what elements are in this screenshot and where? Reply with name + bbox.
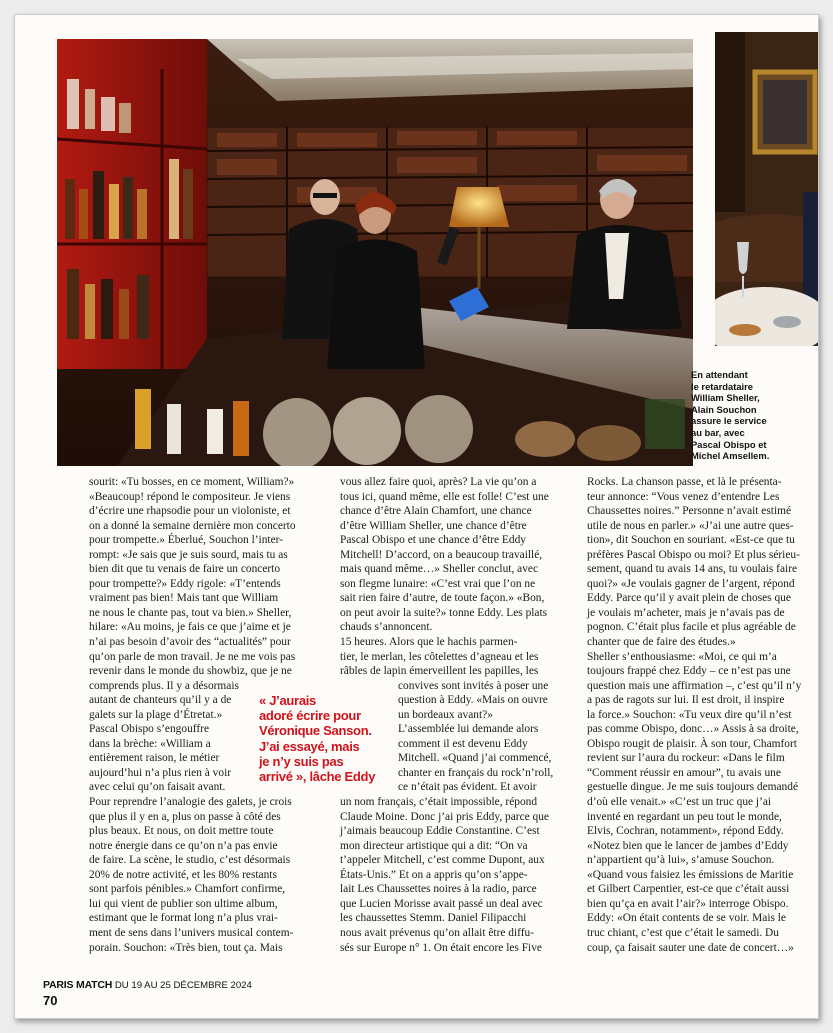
- caption-line: Michel Amsellem.: [691, 450, 770, 462]
- text-line: râbles de lapin émerveillent les papilles, les: [340, 665, 539, 678]
- text-line: comment il est devenu Eddy: [398, 737, 528, 750]
- text-line: teur annonce: “Vous venez d’entendre Les: [587, 490, 780, 503]
- pull-quote-line: arrivé », lâche Eddy: [259, 769, 376, 785]
- text-line: bien dit que tu venais de faire un concerto: [89, 563, 281, 576]
- text-line: revient sur l’aura du rockeur: «Dans le film: [587, 752, 785, 765]
- text-line: bien qu’ça en avait l’air?» interroge Obispo.: [587, 897, 789, 910]
- text-line: sement, quand tu avais 14 ans, tu voulais faire: [587, 563, 798, 576]
- text-line: Elvis, Cochran, notamment», répond Eddy.: [587, 825, 784, 838]
- text-line: pour trompette.» Éberlué, Souchon l’inter-: [89, 534, 283, 547]
- text-line: Rocks. La chanson passe, et là le présenta-: [587, 476, 782, 488]
- text-line: Pascal Obispo et une chance d’être Eddy: [340, 534, 526, 547]
- text-line: Pascal Obispo s’engouffre: [89, 723, 209, 736]
- text-line: galets sur la plage d’Étretat.»: [89, 708, 223, 721]
- text-line: Eddy. Parce qu’il y avait plein de choses que: [587, 592, 791, 605]
- text-line: États-Unis.” Et on a appris qu’on s’appe-: [340, 868, 528, 881]
- text-line: n’appartient qu’à lui», s’amuse Souchon.: [587, 854, 775, 867]
- text-line: que Lucien Morisse avait passé un deal avec: [340, 897, 543, 910]
- text-line: toujours frappé chez Eddy – ce n’est pas une: [587, 665, 791, 678]
- caption-line: au bar, avec: [691, 426, 745, 438]
- magazine-page: [14, 14, 819, 1019]
- text-line: tion», dit Souchon en souriant. «Est-ce que tu: [587, 534, 795, 547]
- pull-quote-line: je n’y suis pas: [259, 753, 344, 769]
- text-line: chance d’être Alain Chamfort, une chance: [340, 505, 532, 518]
- text-line: lui qui vient de publier son ultime album,: [89, 897, 278, 910]
- text-line: «Quand vous faisiez les émissions de Maritie: [587, 868, 794, 881]
- text-line: d’où elle venait.» «C’est un truc que j’ai: [587, 796, 772, 809]
- caption-line: William Sheller,: [691, 392, 760, 404]
- text-line: un bordeaux avant?»: [398, 708, 493, 721]
- text-line: question mais une affirmation –, c’est qu’il n’y: [587, 679, 802, 692]
- text-line: avec celui qu’on faisait avant.: [89, 781, 226, 794]
- text-line: tous ici, quand même, elle est folle! C’est une: [340, 490, 549, 503]
- text-line: pas comme Obispo, donc…» Assis à sa droite,: [587, 723, 799, 736]
- text-line: sés sur Europe n° 1. On était encore les Five: [340, 941, 542, 954]
- magazine-brand: PARIS MATCH: [43, 979, 113, 991]
- text-line: utile de nous en parler.» «J’ai une autre ques-: [587, 519, 794, 532]
- text-line: vous allez faire quoi, après? La vie qu’on a: [340, 476, 537, 488]
- text-line: rompt: «Je sais que je suis sourd, mais tu as: [89, 548, 288, 561]
- text-line: la force.» Souchon: «Tu veux dire qu’il n’est: [587, 708, 792, 721]
- text-line: nous avait prévenus qu’on allait être diffu-: [340, 926, 535, 939]
- text-line: un nom français, c’était impossible, répond: [340, 796, 538, 809]
- table-setting-photo: [715, 32, 819, 346]
- text-line: Pour reprendre l’analogie des galets, je crois: [89, 796, 292, 809]
- text-line: Chaussettes noires.” Personne n’avait estimé: [587, 505, 792, 518]
- text-line: plus beaux. Et nous, on doit mettre toute: [89, 825, 274, 838]
- text-line: «Notez bien que le lancer de jambes d’Eddy: [587, 839, 789, 852]
- text-line: d’être William Sheller, une chance d’être: [340, 519, 527, 532]
- text-line: que plus il y en a, plus on passe à côté des: [89, 810, 281, 823]
- article-column-3: [587, 475, 806, 955]
- text-line: ce n’était pas évident. Et avoir: [398, 781, 537, 794]
- text-line: notre énergie dans ce qu’on n’a pas envie: [89, 839, 278, 852]
- text-line: Claude Moine. Donc j’ai pris Eddy, parce que: [340, 810, 549, 823]
- text-line: je voulais m’acheter, mais je n’avais pas de: [587, 606, 785, 619]
- text-line: ment de sens dans l’univers musical contem-: [89, 926, 294, 939]
- text-line: et Gilbert Carpentier, est-ce que c’était aussi: [587, 883, 790, 896]
- issue-date: DU 19 AU 25 DÉCEMBRE 2024: [114, 980, 252, 991]
- text-line: estimant que le format long n’a plus vrai-: [89, 912, 278, 925]
- text-line: pour trompette?» Eddy rigole: «T’entends: [89, 577, 281, 590]
- text-line: comprends plus. Il y a désormais: [89, 679, 239, 692]
- bar-scene-illustration: [57, 39, 693, 466]
- page-footer: [43, 979, 252, 991]
- text-line: Eddy: «On était contents de se voir. Mais le: [587, 912, 786, 925]
- text-line: les chaussettes Stemm. Daniel Filipacchi: [340, 912, 527, 925]
- text-line: sourit: «Tu bosses, en ce moment, William?»: [89, 476, 295, 488]
- text-line: dans la brèche: «William a: [89, 737, 211, 750]
- text-line: lait Les Chaussettes noires à la radio, parce: [340, 883, 537, 896]
- text-line: chanter en français du rock’n’roll,: [398, 766, 554, 779]
- text-line: Mitchell. «Quand j’ai commencé,: [398, 752, 552, 765]
- table-setting-illustration: [715, 32, 819, 346]
- pull-quote-line: Véronique Sanson.: [259, 723, 372, 739]
- text-line: L’assemblée lui demande alors: [398, 723, 539, 736]
- text-line: 20% de notre activité, et les 80% restants: [89, 868, 277, 881]
- bar-scene-photo: [57, 39, 693, 466]
- caption-line: le retardataire: [691, 380, 754, 392]
- photo-caption: [691, 369, 809, 462]
- text-line: tier, le merlan, les côtelettes d’agneau et les: [340, 650, 539, 663]
- text-line: j’aimais beaucoup Eddie Constantine. C’est: [340, 825, 540, 838]
- caption-line: assure le service: [691, 415, 767, 427]
- caption-line: Pascal Obispo et: [691, 438, 767, 450]
- text-line: 15 heures. Alors que le hachis parmen-: [340, 636, 518, 649]
- text-line: préfères Pascal Obispo ou moi? Et plus sérieu-: [587, 548, 800, 561]
- text-line: mon directeur artistique qui a dit: “On va: [340, 839, 528, 852]
- caption-line: Alain Souchon: [691, 403, 757, 415]
- pull-quote: [259, 693, 397, 784]
- text-line: porain. Souchon: «Très bien, tout ça. Mais: [89, 941, 283, 954]
- text-line: chanter que de faire des études.»: [587, 636, 736, 649]
- pull-quote-line: J’ai essayé, mais: [259, 738, 360, 754]
- text-line: de faire. La scène, le studio, c’est désormais: [89, 854, 291, 867]
- pull-quote-line: « J’aurais: [259, 693, 316, 708]
- text-line: chauds s’annoncent.: [340, 621, 433, 634]
- pull-quote-line: adoré écrire pour: [259, 708, 361, 724]
- text-line: vraiment pas bien! Mais tant que William: [89, 592, 279, 605]
- text-line: mais quand même…» Sheller conclut, avec: [340, 563, 539, 576]
- text-line: d’écrire une rhapsodie pour un violoniste, et: [89, 505, 291, 518]
- text-line: Mitchell! D’accord, on a beaucoup travaillé,: [340, 548, 543, 561]
- text-line: revenir dans le monde du showbiz, que je ne: [89, 665, 292, 678]
- text-line: autant de chanteurs qu’il y a de: [89, 694, 232, 707]
- text-line: convives sont invités à poser une: [398, 679, 549, 692]
- text-line: on a donné la semaine dernière mon concerto: [89, 519, 296, 532]
- text-line: «Beaucoup! répond le compositeur. Je viens: [89, 490, 291, 503]
- text-line: sont parfois pénibles.» Chamfort confirme,: [89, 883, 286, 896]
- text-line: sait rien faire d’autre, de toute façon.» «Bon,: [340, 592, 545, 605]
- text-line: entièrement raison, le métier: [89, 752, 220, 765]
- text-line: hilare: «Au moins, je fais ce que j’aime et je: [89, 621, 291, 634]
- text-line: truc chiant, c’est que c’était le samedi. Du: [587, 926, 779, 939]
- text-line: question à Eddy. «Mais on ouvre: [398, 694, 548, 707]
- text-line: a pas de ragots sur lui. Il est droit, il inspire: [587, 694, 785, 707]
- text-line: pognon. C’était plus facile et plus agréable de: [587, 621, 796, 634]
- text-line: on peut avoir la suite?» tonne Eddy. Les plats: [340, 606, 548, 619]
- page-number: 70: [43, 993, 58, 1008]
- text-line: Obispo rougit de plaisir. À son tour, Chamfort: [587, 737, 797, 750]
- text-line: inventé en regardant un peu tout le monde,: [587, 810, 782, 823]
- text-line: t’appeler Mitchell, c’est comme Dupont, aux: [340, 854, 545, 867]
- text-line: son flegme lunaire: «C’est vrai que l’on ne: [340, 577, 536, 590]
- text-line: n’ai pas besoin d’avoir des “actualités” pour: [89, 636, 291, 649]
- text-line: ne nous le chante pas, tout va bien.» Sheller,: [89, 606, 292, 619]
- text-line: aujourd’hui n’a plus rien à voir: [89, 766, 232, 779]
- text-line: coup, ça faisait sauter une date de concert…»: [587, 941, 794, 954]
- text-line: qu’on parle de mon travail. Je ne me vois pas: [89, 650, 296, 663]
- text-line: Sheller s’enthousiasme: «Moi, ce qui m’a: [587, 650, 777, 663]
- text-line: quoi?» «Je voulais gagner de l’argent, répond: [587, 577, 795, 590]
- text-line: “Comment réussir en amour”, tu avais une: [587, 766, 781, 779]
- text-line: gestuelle dingue. Je me suis toujours demandé: [587, 781, 798, 794]
- caption-line: En attendant: [691, 369, 748, 380]
